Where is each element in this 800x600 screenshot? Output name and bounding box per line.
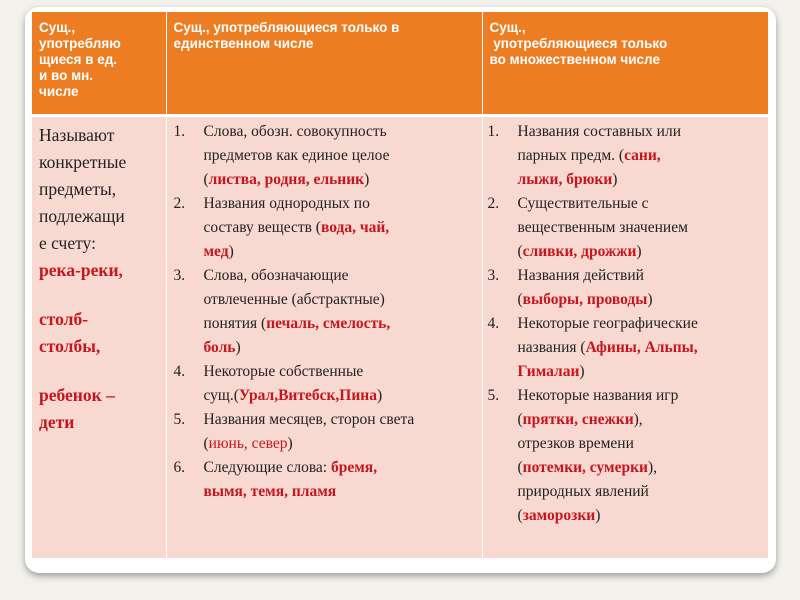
header-col3 <box>482 12 768 115</box>
item-text: Слова, обозн. совокупность <box>203 122 387 140</box>
header-col1-line: Сущ., <box>39 20 76 35</box>
item-text: предметов как единое целое <box>203 146 390 164</box>
item-text: ), <box>647 458 657 476</box>
list-number: 1. <box>487 122 500 140</box>
item-text: сущ.( <box>203 386 239 404</box>
list-number: 3. <box>487 266 500 284</box>
example-word: дети <box>39 411 75 432</box>
list-number: 3. <box>173 266 186 284</box>
item-text: ( <box>517 242 523 260</box>
item-text: ( <box>517 458 523 476</box>
item-text: ) <box>235 338 241 356</box>
example-text: вымя, темя, пламя <box>203 482 337 500</box>
header-col1-line: и во мн. <box>39 68 94 83</box>
item-text: Некоторые географические <box>517 314 698 332</box>
list-number: 4. <box>487 314 500 332</box>
item-text: Названия однородных по <box>203 194 370 212</box>
list-item <box>484 264 764 312</box>
list-item <box>484 384 764 528</box>
example-text: лыжи, брюки <box>517 170 613 188</box>
example-text: печаль, смелость, <box>266 314 391 332</box>
item-text: ) <box>287 434 293 452</box>
item-text: ( <box>203 434 209 452</box>
item-text: Слова, обозначающие <box>203 266 349 284</box>
item-text: названия ( <box>517 338 586 356</box>
example-text: Афины, Альпы, <box>585 338 698 356</box>
header-col2 <box>166 12 482 115</box>
list-item <box>168 456 477 504</box>
item-text: Названия действий <box>517 266 644 284</box>
col3-cell <box>482 115 768 558</box>
list-number: 5. <box>487 386 500 404</box>
example-text: потемки, сумерки <box>522 458 648 476</box>
header-col2-line: Сущ., употребляющиеся только в <box>173 20 400 35</box>
list-item <box>484 312 764 384</box>
list-number: 1. <box>173 122 186 140</box>
item-text: ( <box>517 290 523 308</box>
list-number: 6. <box>173 458 186 476</box>
example-word: столб- <box>39 308 89 329</box>
item-text: Существительные с <box>517 194 649 212</box>
list-item <box>168 264 477 360</box>
plural-list <box>484 118 768 528</box>
item-text: парных предм. ( <box>517 146 625 164</box>
list-number: 2. <box>173 194 186 212</box>
example-text: листва, родня, ельник <box>208 170 365 188</box>
example-text: заморозки <box>522 506 596 524</box>
header-col1-line: щиеся в ед. <box>39 52 118 67</box>
example-text: вода, чай, <box>320 218 390 236</box>
example-text: сани, <box>624 146 661 164</box>
list-item <box>168 120 477 192</box>
item-text: ) <box>364 170 370 188</box>
header-col1-line: употребляю <box>39 36 121 51</box>
item-text: ) <box>228 242 234 260</box>
example-word: ребенок – <box>39 384 115 405</box>
item-text: ), <box>633 410 643 428</box>
item-text: Названия составных или <box>517 122 681 140</box>
item-text: Названия месяцев, сторон света <box>203 410 415 428</box>
item-text: отрезков времени <box>517 434 634 452</box>
example-text: сливки, дрожжи <box>522 242 637 260</box>
header-col3-line: употребляющиеся только <box>489 36 668 51</box>
item-text: отвлеченные (абстрактные) <box>203 290 385 308</box>
item-text: ( <box>517 506 523 524</box>
example-text: выборы, проводы <box>522 290 648 308</box>
example-text: Урал,Витебск,Пина <box>238 386 377 404</box>
list-number: 5. <box>173 410 186 428</box>
example-text: мед <box>203 242 229 260</box>
item-text: ) <box>647 290 653 308</box>
list-item <box>484 120 764 192</box>
item-text: ) <box>612 170 618 188</box>
header-row <box>32 12 768 115</box>
example-word: столбы, <box>39 335 101 356</box>
header-col3-line: во множественном числе <box>489 52 660 67</box>
header-col1 <box>32 12 166 115</box>
grammar-table <box>32 12 768 558</box>
singular-list <box>168 118 481 504</box>
item-text: Некоторые собственные <box>203 362 364 380</box>
col1-line: предметы, <box>39 178 117 199</box>
header-col2-line: единственном числе <box>173 36 314 51</box>
list-number: 2. <box>487 194 500 212</box>
col1-line: конкретные <box>39 151 127 172</box>
item-text: составу веществ ( <box>203 218 321 236</box>
list-item <box>484 192 764 264</box>
col1-line: Называют <box>39 124 115 145</box>
item-text: ( <box>203 170 209 188</box>
example-text: боль <box>203 338 236 356</box>
col1-line: е счету: <box>39 232 96 253</box>
body-row <box>32 115 768 558</box>
item-text: природных явлений <box>517 482 649 500</box>
example-text: прятки, снежки <box>522 410 634 428</box>
header-col1-line: числе <box>39 84 79 99</box>
item-text: понятия ( <box>203 314 267 332</box>
list-item <box>168 360 477 408</box>
example-text: бремя, <box>331 458 378 476</box>
col1-line: подлежащи <box>39 205 125 226</box>
example-word: река-реки, <box>39 259 123 280</box>
col2-cell <box>166 115 482 558</box>
list-item <box>168 192 477 264</box>
item-text: ) <box>579 362 585 380</box>
item-text: Следующие слова: <box>203 458 331 476</box>
item-text: ) <box>595 506 601 524</box>
item-text: ( <box>517 410 523 428</box>
example-text: июнь, север <box>208 434 288 452</box>
header-col3-line: Сущ., <box>489 20 526 35</box>
item-text: вещественным значением <box>517 218 688 236</box>
item-text: ) <box>636 242 642 260</box>
item-text: ) <box>376 386 383 404</box>
list-item <box>168 408 477 456</box>
col1-cell <box>32 115 166 558</box>
example-text: Гималаи <box>517 362 580 380</box>
list-number: 4. <box>173 362 186 380</box>
item-text: Некоторые названия игр <box>517 386 679 404</box>
